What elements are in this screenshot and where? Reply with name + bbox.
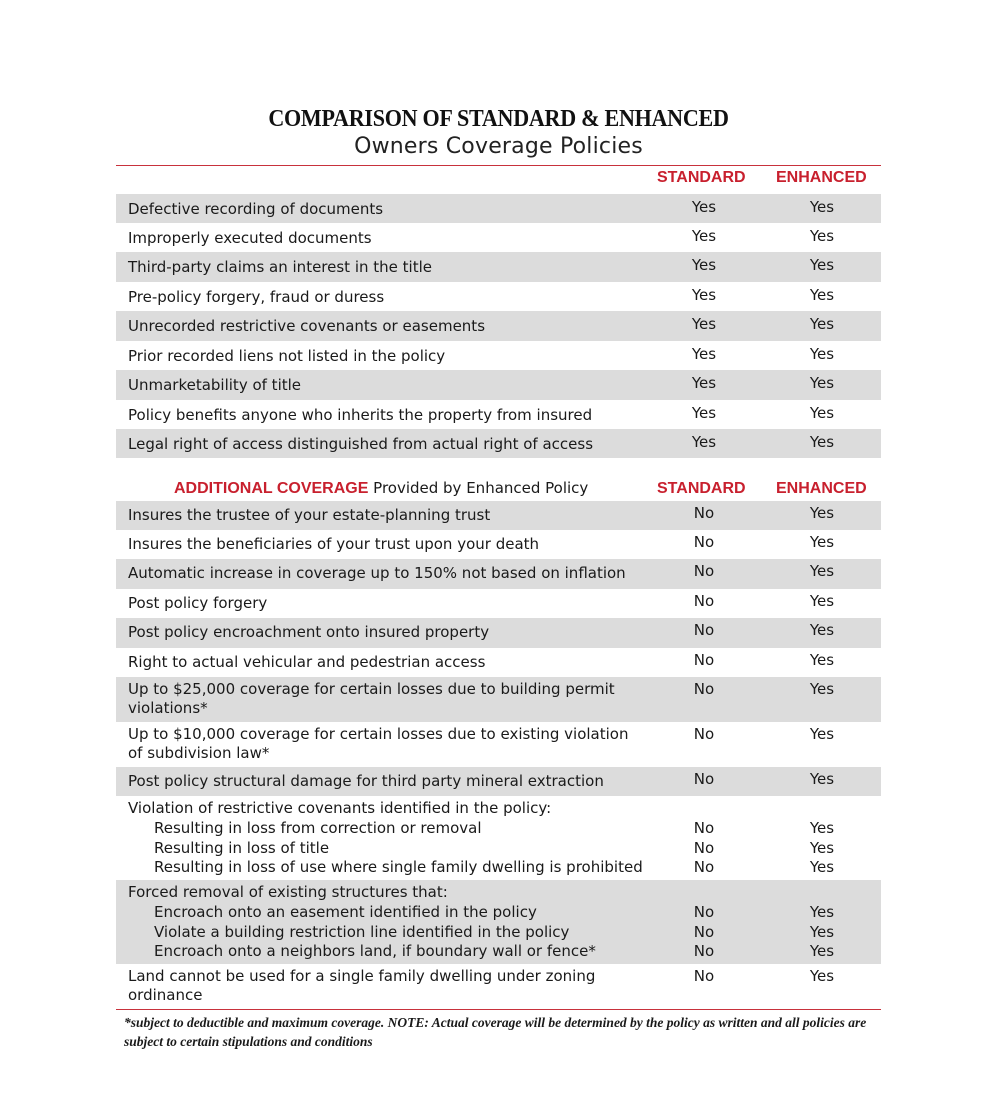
group-heading: Violation of restrictive covenants identified in the policy: xyxy=(128,799,552,817)
table-row xyxy=(116,767,881,796)
top-divider xyxy=(116,165,881,166)
enhanced-value: Yes xyxy=(809,404,835,422)
forced-removal-group xyxy=(116,880,881,964)
coverage-label: Land cannot be used for a single family dwelling under zoning xyxy=(128,967,596,985)
standard-value: No xyxy=(693,903,715,921)
table-row xyxy=(116,282,881,311)
standard-value: Yes xyxy=(691,433,717,451)
enhanced-value: Yes xyxy=(809,858,835,876)
enhanced-column-header: ENHANCED xyxy=(776,169,867,186)
coverage-label-continued: ordinance xyxy=(128,986,203,1004)
enhanced-value: Yes xyxy=(809,227,835,245)
coverage-label: Post policy forgery xyxy=(128,594,268,612)
standard-value: Yes xyxy=(691,286,717,304)
standard-value: Yes xyxy=(691,256,717,274)
enhanced-value: Yes xyxy=(809,198,835,216)
enhanced-value: Yes xyxy=(809,533,835,551)
table-row xyxy=(116,400,881,429)
coverage-label: Defective recording of documents xyxy=(128,200,384,218)
table-row xyxy=(116,311,881,341)
table-row xyxy=(116,429,881,458)
table-row xyxy=(116,223,881,252)
group-item-label: Resulting in loss from correction or removal xyxy=(154,819,482,837)
enhanced-value: Yes xyxy=(809,562,835,580)
enhanced-value: Yes xyxy=(809,651,835,669)
enhanced-value: Yes xyxy=(809,256,835,274)
coverage-label: Improperly executed documents xyxy=(128,229,372,247)
enhanced-value: Yes xyxy=(809,942,835,960)
enhanced-value: Yes xyxy=(809,592,835,610)
enhanced-value: Yes xyxy=(809,819,835,837)
page-subtitle: Owners Coverage Policies xyxy=(354,134,643,159)
group-heading: Forced removal of existing structures that: xyxy=(128,883,448,901)
table-row xyxy=(116,194,881,223)
standard-value: No xyxy=(693,651,715,669)
standard-value: No xyxy=(693,562,715,580)
standard-value: No xyxy=(693,839,715,857)
group-item-label: Encroach onto an easement identified in the policy xyxy=(154,903,537,921)
coverage-label: Unrecorded restrictive covenants or easements xyxy=(128,317,486,335)
table-row xyxy=(116,618,881,648)
table-row xyxy=(116,648,881,677)
standard-column-header-2: STANDARD xyxy=(657,480,746,497)
covenant-violation-group xyxy=(116,796,881,880)
coverage-label: Unmarketability of title xyxy=(128,376,302,394)
standard-value: No xyxy=(693,770,715,788)
table-row xyxy=(116,677,881,722)
coverage-label-continued: of subdivision law* xyxy=(128,744,270,762)
page-title: COMPARISON OF STANDARD & ENHANCED xyxy=(268,106,729,132)
enhanced-value: Yes xyxy=(809,967,835,985)
coverage-label: Post policy encroachment onto insured property xyxy=(128,623,490,641)
standard-value: No xyxy=(693,533,715,551)
standard-value: No xyxy=(693,621,715,639)
coverage-label: Legal right of access distinguished from actual right of access xyxy=(128,435,594,453)
standard-value: No xyxy=(693,592,715,610)
standard-value: No xyxy=(693,923,715,941)
standard-value: No xyxy=(693,967,715,985)
footnote: *subject to deductible and maximum coverage. NOTE: Actual coverage will be determined by the policy as written and all policies are subject to certain stipulations and conditions xyxy=(124,1015,867,1049)
coverage-label: Insures the beneficiaries of your trust upon your death xyxy=(128,535,540,553)
coverage-label-continued: violations* xyxy=(128,699,208,717)
enhanced-column-header-2: ENHANCED xyxy=(776,480,867,497)
coverage-label: Up to $10,000 coverage for certain losses due to existing violation xyxy=(128,725,629,743)
table-row xyxy=(116,501,881,530)
standard-value: No xyxy=(693,942,715,960)
group-item-label: Encroach onto a neighbors land, if boundary wall or fence* xyxy=(154,942,596,960)
coverage-label: Up to $25,000 coverage for certain losses due to building permit xyxy=(128,680,615,698)
enhanced-value: Yes xyxy=(809,770,835,788)
standard-column-header: STANDARD xyxy=(657,169,746,186)
standard-value: No xyxy=(693,858,715,876)
standard-value: Yes xyxy=(691,404,717,422)
enhanced-value: Yes xyxy=(809,680,835,698)
enhanced-value: Yes xyxy=(809,286,835,304)
bottom-divider xyxy=(116,1009,881,1010)
additional-coverage-rest: Provided by Enhanced Policy xyxy=(368,479,589,497)
standard-value: No xyxy=(693,680,715,698)
enhanced-value: Yes xyxy=(809,839,835,857)
standard-value: No xyxy=(693,819,715,837)
coverage-label: Policy benefits anyone who inherits the property from insured xyxy=(128,406,593,424)
coverage-label: Pre-policy forgery, fraud or duress xyxy=(128,288,385,306)
standard-value: Yes xyxy=(691,198,717,216)
standard-value: No xyxy=(693,725,715,743)
enhanced-value: Yes xyxy=(809,725,835,743)
coverage-label: Insures the trustee of your estate-planning trust xyxy=(128,506,491,524)
group-item-label: Resulting in loss of title xyxy=(154,839,330,857)
table-row xyxy=(116,559,881,589)
enhanced-value: Yes xyxy=(809,345,835,363)
standard-value: Yes xyxy=(691,315,717,333)
enhanced-value: Yes xyxy=(809,433,835,451)
table-row xyxy=(116,341,881,370)
coverage-label: Automatic increase in coverage up to 150% not based on inflation xyxy=(128,564,626,582)
standard-value: No xyxy=(693,504,715,522)
enhanced-value: Yes xyxy=(809,504,835,522)
table-row xyxy=(116,530,881,559)
additional-coverage-highlight: ADDITIONAL COVERAGE xyxy=(174,480,369,497)
group-item-label: Violate a building restriction line identified in the policy xyxy=(154,923,570,941)
table-row xyxy=(116,722,881,767)
enhanced-value: Yes xyxy=(809,621,835,639)
table-row xyxy=(116,252,881,282)
standard-value: Yes xyxy=(691,227,717,245)
table-row xyxy=(116,370,881,400)
enhanced-value: Yes xyxy=(809,315,835,333)
coverage-label: Right to actual vehicular and pedestrian access xyxy=(128,653,486,671)
table-row xyxy=(116,589,881,618)
coverage-label: Post policy structural damage for third party mineral extraction xyxy=(128,772,604,790)
standard-value: Yes xyxy=(691,345,717,363)
coverage-label: Prior recorded liens not listed in the policy xyxy=(128,347,446,365)
additional-coverage-header xyxy=(174,479,588,498)
enhanced-value: Yes xyxy=(809,923,835,941)
enhanced-value: Yes xyxy=(809,903,835,921)
coverage-label: Third-party claims an interest in the title xyxy=(128,258,432,276)
enhanced-value: Yes xyxy=(809,374,835,392)
standard-value: Yes xyxy=(691,374,717,392)
table-row xyxy=(116,964,881,1008)
group-item-label: Resulting in loss of use where single family dwelling is prohibited xyxy=(154,858,643,876)
